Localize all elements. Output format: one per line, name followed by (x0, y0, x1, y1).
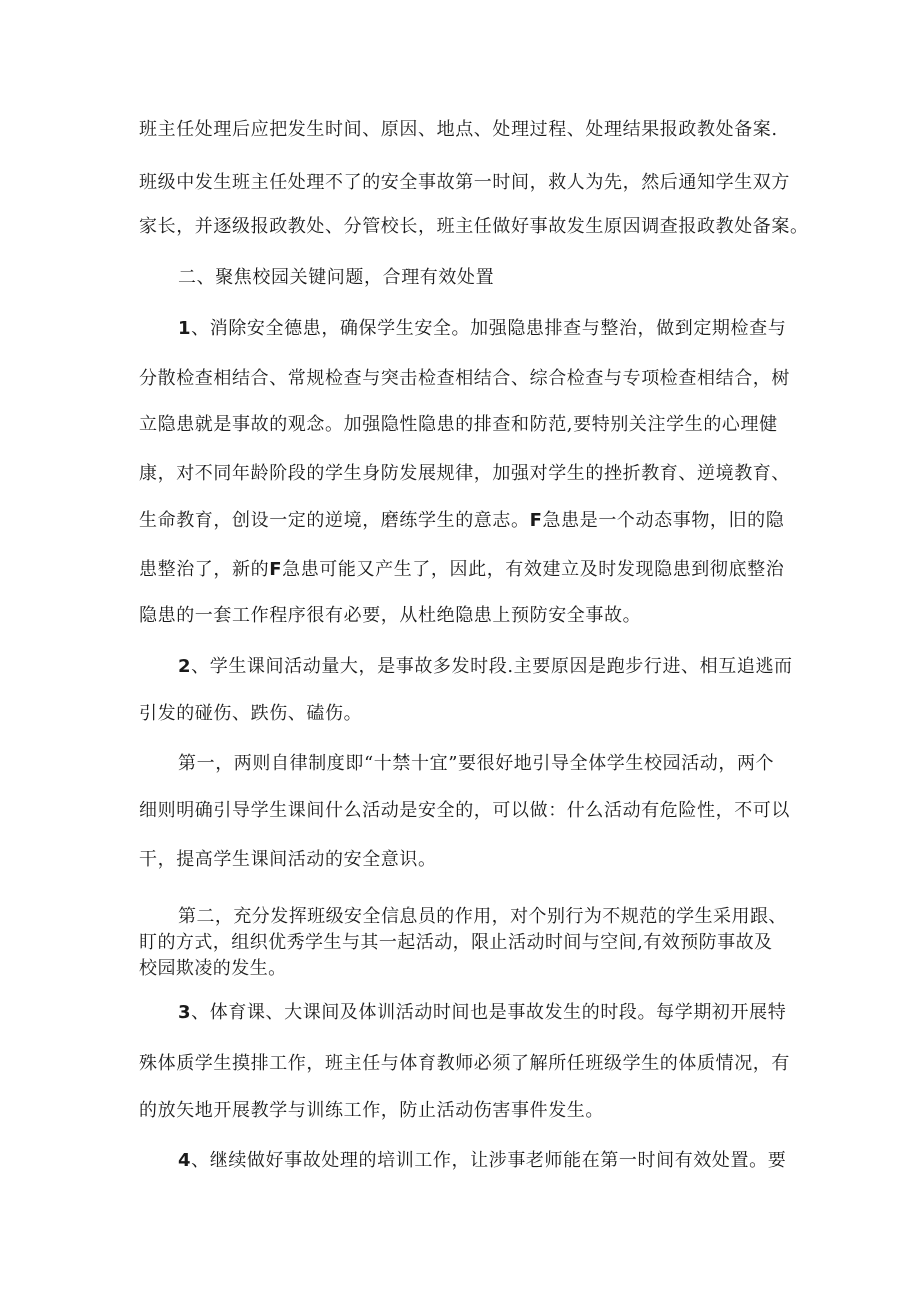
paragraph-line (178, 318, 786, 340)
text-span: 引发的碰伤、跌伤、磕伤。 (139, 703, 363, 724)
paragraph-line (139, 1053, 790, 1075)
paragraph-line (139, 414, 778, 436)
text-span: 立隐患就是事故的观念。加强隐性隐患的排查和防范,要特别关注学生的心理健 (139, 414, 778, 435)
paragraph-line (139, 463, 790, 485)
text-span: 第一，两则自律制度即“十禁十宜”要很好地引导全体学生校园活动，两个 (178, 753, 775, 774)
text-span: 急患是一个动态事物，旧的隐 (542, 510, 785, 531)
text-span: 患整治了，新的 (139, 559, 270, 580)
text-span: 生命教育，创设一定的逆境，磨练学生的意志。 (139, 510, 530, 531)
paragraph-line (139, 849, 437, 871)
paragraph-line (178, 656, 793, 678)
text-span: 急患可能又产生了，因此，有效建立及时发现隐患到彻底整治 (282, 559, 785, 580)
text-span: 的放矢地开展教学与训练工作，防止活动伤害事件发生。 (139, 1100, 604, 1121)
text-span: 细则明确引导学生课间什么活动是安全的，可以做：什么活动有危险性，不可以 (139, 800, 790, 821)
text-span: 、消除安全德患，确保学生安全。加强隐患排查与整治，做到定期检查与 (191, 318, 787, 339)
text-span: 分散检查相结合、常规检查与突击检查相结合、综合检查与专项检查相结合，树 (139, 368, 790, 389)
text-span: 、体育课、大课间及体训活动时间也是事故发生的时段。每学期初开展特 (191, 1002, 787, 1023)
paragraph-line (139, 559, 784, 581)
text-span: 家长，并逐级报政教处、分管校长，班主任做好事故发生原因调查报政教处备案。 (139, 216, 809, 237)
paragraph-line (139, 172, 790, 194)
item-number: 2 (178, 656, 192, 677)
text-span: F (269, 559, 283, 580)
paragraph-line (139, 216, 809, 238)
item-number: 4 (178, 1150, 192, 1171)
item-number: 3 (178, 1002, 192, 1023)
paragraph-line (139, 932, 772, 954)
section-heading (178, 267, 494, 289)
text-span: 二、聚焦校园关键问题，合理有效处置 (178, 267, 495, 288)
paragraph-line (139, 510, 784, 532)
paragraph-line (139, 1100, 604, 1122)
text-span: 班主任处理后应把发生时间、原因、地点、处理过程、处理结果报政教处备案. (139, 119, 778, 140)
paragraph-line (139, 119, 778, 141)
paragraph-line (139, 605, 641, 627)
text-span: 干，提高学生课间活动的安全意识。 (139, 849, 437, 870)
text-span: 、继续做好事故处理的培训工作，让涉事老师能在第一时间有效处置。要 (191, 1150, 787, 1171)
text-span: 班级中发生班主任处理不了的安全事故第一时间，救人为先，然后通知学生双方 (139, 172, 790, 193)
item-number: 1 (178, 318, 192, 339)
text-span: 校园欺凌的发生。 (139, 958, 287, 979)
paragraph-line (139, 800, 790, 822)
text-span: 殊体质学生摸排工作，班主任与体育教师必须了解所任班级学生的体质情况，有 (139, 1053, 790, 1074)
paragraph-line (178, 1002, 786, 1024)
text-span: 盯的方式，组织优秀学生与其一起活动，限止活动时间与空间,有效预防事故及 (139, 932, 773, 953)
paragraph-line (139, 958, 287, 980)
paragraph-line (178, 753, 774, 775)
text-span: 、学生课间活动量大，是事故多发时段.主要原因是跑步行进、相互追逃而 (191, 656, 793, 677)
text-span: F (529, 510, 543, 531)
paragraph-line (178, 906, 787, 928)
text-span: 康，对不同年龄阶段的学生身防发展规律，加强对学生的挫折教育、逆境教育、 (139, 463, 790, 484)
paragraph-line (139, 368, 790, 390)
text-span: 隐患的一套工作程序很有必要，从杜绝隐患上预防安全事故。 (139, 605, 642, 626)
text-span: 第二，充分发挥班级安全信息员的作用，对个别行为不规范的学生采用跟、 (178, 906, 787, 927)
paragraph-line (178, 1150, 786, 1172)
paragraph-line (139, 703, 362, 725)
